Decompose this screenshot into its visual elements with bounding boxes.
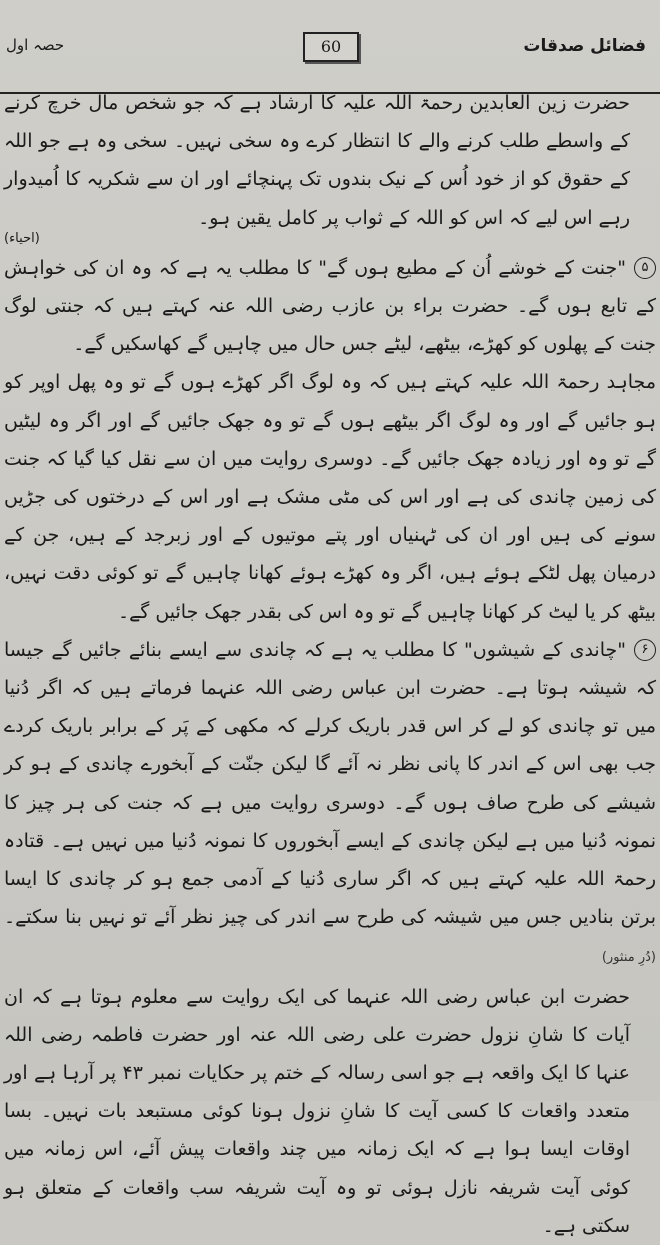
book-title: فضائل صدقات: [523, 36, 646, 56]
reference-ihya: (احیاء): [4, 230, 40, 246]
closing-paragraph: حضرت ابن عباس رضی اللہ عنہما کی ایک روایت سے معلوم ہوتا ہے کہ ان آیات کا شانِ نزول حضرت علی رضی اللہ عنہ اور حضرت فاطمہ رضی اللہ عنہا کا ایک واقعہ ہے جو اسی رسالہ کے ختم پر حکایات نمبر ۴۳ پر آرہا ہے اور متعدد واقعات کا کسی آیت کا شانِ نزول ہونا کوئی مستبعد بات نہیں۔ بسا اوقات ایسا ہوا ہے کہ ایک زمانہ میں چند واقعات پیش آئے، اس زمانہ میں کوئی آیت شریفہ نازل ہوئی تو وہ آیت شریفہ سب واقعات کے متعلق ہو سکتی ہے۔: [4, 985, 630, 1237]
item-5: [4, 249, 656, 364]
item-5-continued: مجاہد رحمۃ اللہ علیہ کہتے ہیں کہ وہ لوگ اگر کھڑے ہوں گے تو وہ پھل اوپر کو ہو جائیں گے اور وہ لوگ اگر بیٹھے ہوں گے تو وہ جھک جائیں گے اور اگر وہ لیٹیں گے تو وہ اور زیادہ جھک جائیں گے۔ دوسری روایت میں ان سے نقل کیا گیا کہ جنت کی زمین چاندی کی ہے اور اس کی مٹی مشک ہے اور اس کے درختوں کی جڑیں سونے کی ہیں اور ان کی ٹہنیاں اور پتے موتیوں کے اور زبرجد کے ہیں، جن کے درمیان پھل لٹکے ہوئے ہیں، اگر وہ کھڑے ہوئے کھانا چاہیں گے تو کوئی دقت نہیں، بیٹھ کر یا لیٹ کر کھانا چاہیں گے تو وہ اس کی بقدر جھک جائیں گے۔: [4, 371, 656, 623]
reference-durr-manthur: (دُرِ منثور): [601, 950, 656, 966]
section-label: حصہ اول: [6, 36, 65, 54]
item-5-text: "جنت کے خوشے اُن کے مطیع ہوں گے" کا مطلب یہ ہے کہ وہ ان کی خواہش کے تابع ہوں گے۔ حضرت براء بن عازب رضی اللہ عنہ کہتے ہیں کہ جنتی لوگ جنت کے پھلوں کو کھڑے، بیٹھے، لیٹے جس حال میں چاہیں گے کھاسکیں گے۔: [4, 256, 656, 356]
page-header: [0, 28, 660, 68]
paragraph-intro: حضرت زین العابدین رحمۃ اللہ علیہ کا ارشاد ہے کہ جو شخص مال خرچ کرنے کے واسطے طلب کرنے والے کا انتظار کرے وہ سخی نہیں۔ سخی وہ ہے جو اللہ کے حقوق کو از خود اُس کے نیک بندوں تک پہنچائے اور ان سے شکریہ کا اُمیدوار رہے اس لیے کہ اس کو اللہ کے ثواب پر کامل یقین ہو۔: [4, 92, 630, 229]
item-6-text: "چاندی کے شیشوں" کا مطلب یہ ہے کہ چاندی سے ایسے بنائے جائیں گے جیسا کہ شیشہ ہوتا ہے۔ حضرت ابن عباس رضی اللہ عنہما فرماتے ہیں کہ اگر دُنیا میں تو چاندی کو لے کر اس قدر باریک کرلے کہ مکھی کے پَر کے برابر باریک کردے جب بھی اس کے اندر کا پانی نظر نہ آئے گا لیکن جنّت کے آبخورے چاندی کے ہو کر شیشے کی طرح صاف ہوں گے۔ دوسری روایت میں ہے کہ جنت کی ہر چیز کا نمونہ دُنیا میں ہے لیکن چاندی کے ایسے آبخوروں کا نمونہ دُنیا میں نہیں ہے۔ قتادہ رحمۃ اللہ علیہ کہتے ہیں کہ اگر ساری دُنیا کے آدمی جمع ہو کر چاندی کا ایسا برتن بنادیں جس میں شیشہ کی طرح سے اندر کی چیز نظر آئے تو نہیں بنا سکتے۔: [4, 638, 656, 929]
page-body: [4, 84, 656, 1245]
item-6: [4, 631, 656, 978]
item-5-number: ۵: [634, 257, 656, 279]
page-number: 60: [303, 32, 359, 62]
item-6-number: ۶: [634, 639, 656, 661]
